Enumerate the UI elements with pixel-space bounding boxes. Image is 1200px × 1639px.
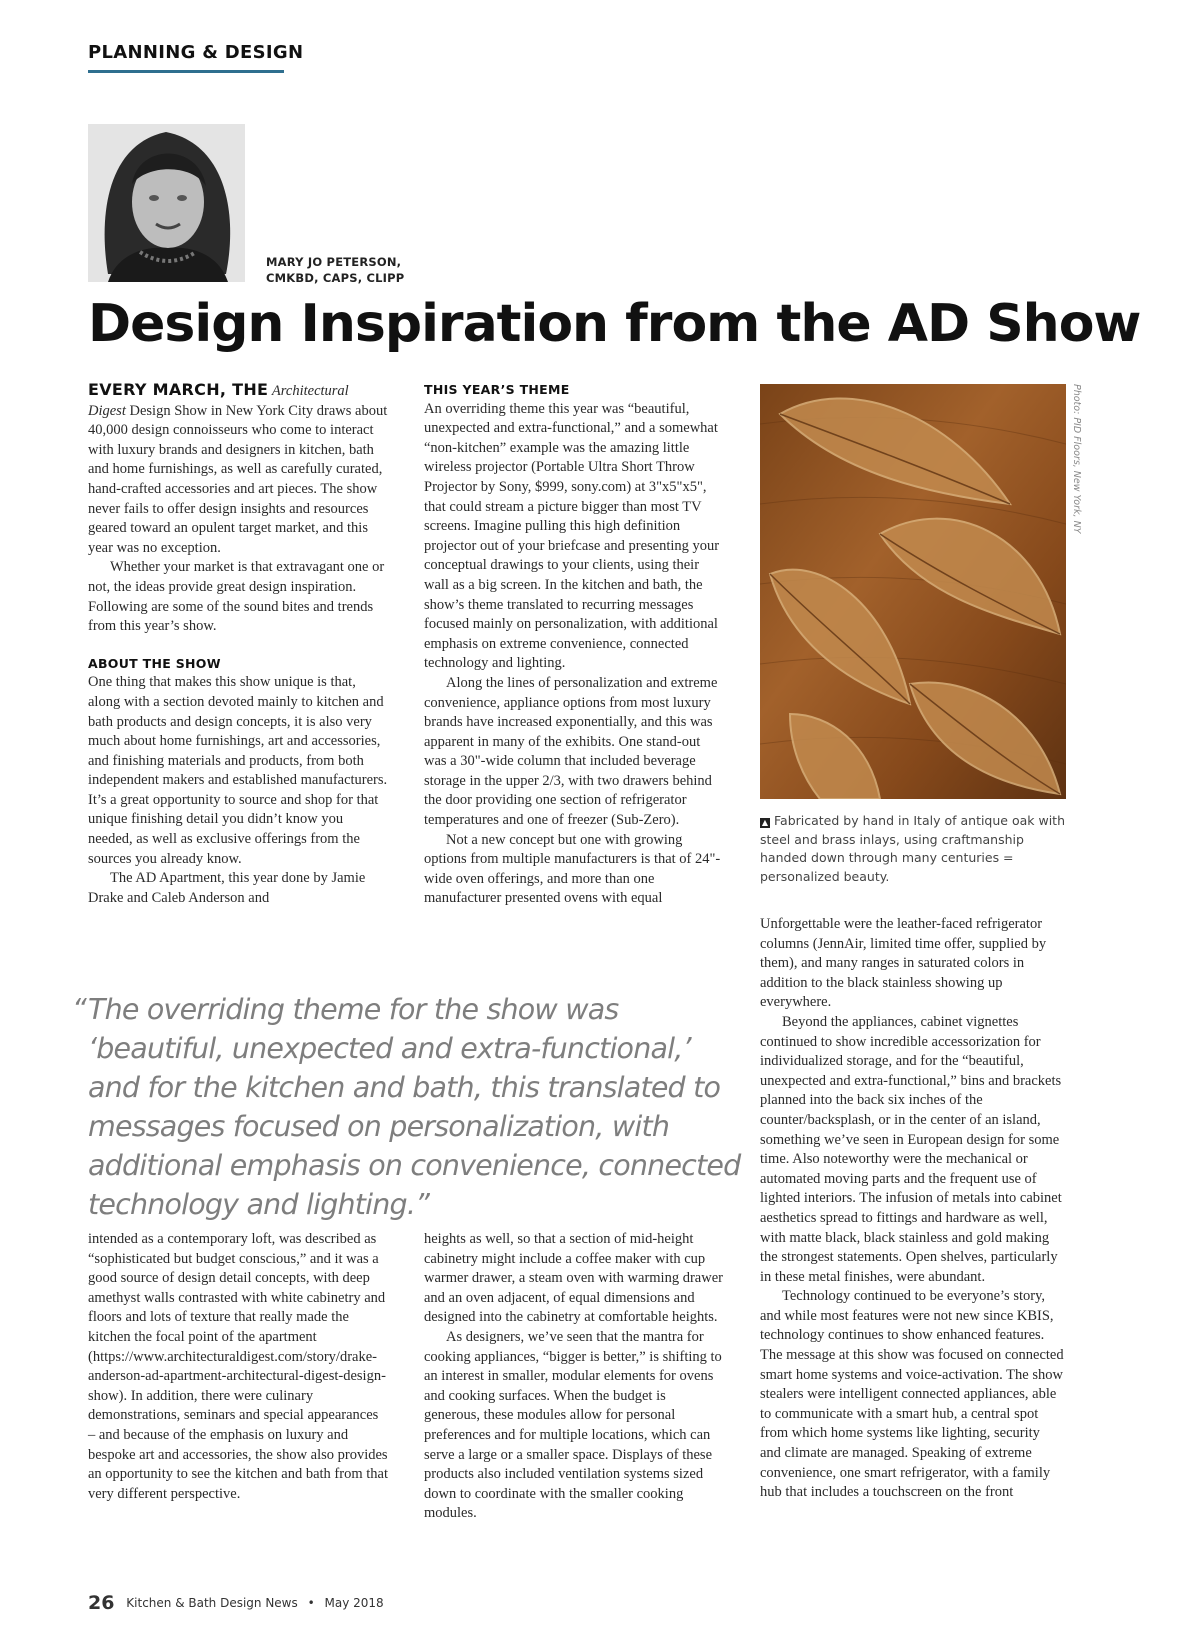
- author-portrait-image: [88, 124, 245, 282]
- author-byline: [266, 254, 404, 286]
- paragraph: Technology continued to be everyone’s story, and while most features were not new since KBIS, technology continues to show enhanced features. The message at this show was focused on connected smart home systems and voice-activation. The show stealers were intelligent connected appliances, able to communicate with a smart hub, a central spot from which home systems like lighting, security and climate are managed. Speaking of extreme convenience, one smart refrigerator, with a family hub that includes a touchscreen on the front: [760, 1288, 1064, 1501]
- paragraph: Along the lines of personalization and extreme convenience, appliance options from most luxury brands have increased exponentially, and this was apparent in many of the exhibits. One stand-out was a 30"-wide column that included beverage storage in the upper 2/3, with two drawers behind the door providing one section of refrigerator temperatures and one of freezer (Sub-Zero).: [424, 674, 718, 829]
- paragraph: Not a new concept but one with growing options from multiple manufacturers is that of 24"-wide oven offerings, and more than one manufacturer presented ovens with equal: [424, 831, 721, 907]
- subhead-this-years-theme: THIS YEAR’S THEME: [424, 382, 570, 397]
- caption-arrow-icon: ▲: [761, 818, 769, 827]
- lead-in: EVERY MARCH, THE: [88, 380, 269, 399]
- section-label: PLANNING & DESIGN: [88, 42, 304, 63]
- photo-credit: Photo: PID Floors, New York, NY: [1071, 384, 1082, 534]
- author-credentials: CMKBD, CAPS, CLIPP: [266, 271, 405, 285]
- paragraph: heights as well, so that a section of mid-height cabinetry might include a coffee maker with cup warmer drawer, a steam oven with warming drawer and an oven adjacent, of equal dimensions and designed into the cabinetry at comfortable heights.: [424, 1231, 723, 1326]
- paragraph: The AD Apartment, this year done by Jamie Drake and Caleb Anderson and: [88, 870, 366, 906]
- subhead-about-show: ABOUT THE SHOW: [88, 655, 221, 671]
- column-1-bottom: [88, 1230, 388, 1504]
- paragraph: intended as a contemporary loft, was described as “sophisticated but budget conscious,” and it was a good source of design detail concepts, with deep amethyst walls contrasted with white cabinetry and floors and lots of texture that really made the kitchen the focal point of the apartment (https://www.architecturaldigest.com/story/drake-anderson-ad-apartment-architectural-digest-design-show). In addition, there were culinary demonstrations, seminars and special appearances – and because of the emphasis on luxury and bespoke art and accessories, the show also provides an opportunity to see the kitchen and bath from that very different perspective.: [88, 1231, 388, 1502]
- pull-quote: [72, 990, 742, 1224]
- magazine-name: Architectural Digest: [88, 383, 349, 419]
- paragraph: Unforgettable were the leather-faced refrigerator columns (JennAir, limited time offer, supplied by them), and many ranges in saturated colors in addition to the black stainless showing up everywhere.: [760, 916, 1047, 1011]
- column-2-bottom: [424, 1230, 724, 1524]
- column-1-top: [88, 380, 388, 908]
- photo-caption: [760, 812, 1072, 886]
- caption-text: Fabricated by hand in Italy of antique oak with steel and brass inlays, using craftmanship handed down through many centuries = personalized beauty.: [760, 813, 1065, 884]
- paragraph: As designers, we’ve seen that the mantra for cooking appliances, “bigger is better,” is shifting to an interest in smaller, modular elements for ovens and cooking surfaces. When the budget is generous, these modules allow for personal preferences and for multiple locations, which can serve a large or a smaller space. Displays of these products also included ventilation systems sized down to coordinate with the smaller cooking modules.: [424, 1328, 722, 1522]
- section-rule: [88, 70, 284, 73]
- article-headline: Design Inspiration from the AD Show: [88, 294, 1141, 354]
- article-intro: [88, 380, 388, 558]
- carved-leaf-panel-image: [760, 384, 1066, 799]
- pull-quote-open-mark: “: [72, 993, 86, 1026]
- intro-text: Design Show in New York City draws about 40,000 design connoisseurs who come to interact with luxury brands and designers in kitchen, bath and home furnishings, as well as carefully curated, hand-crafted accessories and art pieces. The show never fails to offer design insights and resources geared toward an opulent target market, and this year was no exception.: [88, 402, 388, 556]
- paragraph: Whether your market is that extravagant one or not, the ideas provide great design inspiration. Following are some of the sound bites and trends from this year’s show.: [88, 559, 385, 635]
- paragraph: Beyond the appliances, cabinet vignettes continued to show incredible accessorization for individualized storage, and for the “beautiful, unexpected and extra-functional,” bins and brackets planned into the back six inches of the counter/backsplash, or in the center of an island, something we’ve seen in European design for some time. Also noteworthy were the mechanical or automated moving parts and the frequent use of lighted interiors. The infusion of metals into cabinet aesthetics spread to fittings and hardware as well, with matte black, black stainless and gold making the strongest statements. Open shelves, particularly in these metal finishes, were abundant.: [760, 1013, 1062, 1285]
- column-3: [760, 915, 1064, 1503]
- author-photo: [88, 124, 245, 282]
- page-number: 26: [88, 1592, 115, 1614]
- footer-separator: •: [307, 1596, 315, 1610]
- author-name: MARY JO PETERSON,: [266, 255, 402, 269]
- column-2-top: [424, 380, 724, 909]
- publication-name: Kitchen & Bath Design News: [126, 1596, 298, 1610]
- paragraph: An overriding theme this year was “beautiful, unexpected and extra-functional,” and a somewhat “non-kitchen” example was the amazing little wireless projector (Portable Ultra Short Throw Projector by Sony, $999, sony.com) at 3"x5"x5", that could stream a picture bigger than most TV screens. Imagine pulling this high definition projector out of your briefcase and presenting your conceptual drawings to your clients, using their wall as a big screen. In the kitchen and bath, the show’s theme translated to recurring messages focused mainly on personalization, with additional emphasis on extreme convenience, connected technology and lighting.: [424, 400, 720, 672]
- paragraph: One thing that makes this show unique is that, along with a section devoted mainly to kitchen and bath products and design concepts, it is also very much about home furnishings, art and accessories, and finishing materials and products, from both independent makers and established manufacturers. It’s a great opportunity to source and shop for that unique finishing detail you didn’t know you needed, as well as exclusive offerings from the sources you already know.: [88, 674, 388, 867]
- page-footer: [88, 1592, 384, 1614]
- feature-photo: [760, 384, 1066, 799]
- issue-date: May 2018: [324, 1596, 384, 1610]
- pull-quote-text: The overriding theme for the show was ‘beautiful, unexpected and extra-functional,’ and for the kitchen and bath, this translated to messages focused on personalization, with additional emphasis on convenience, connected technology and lighting.”: [88, 993, 741, 1221]
